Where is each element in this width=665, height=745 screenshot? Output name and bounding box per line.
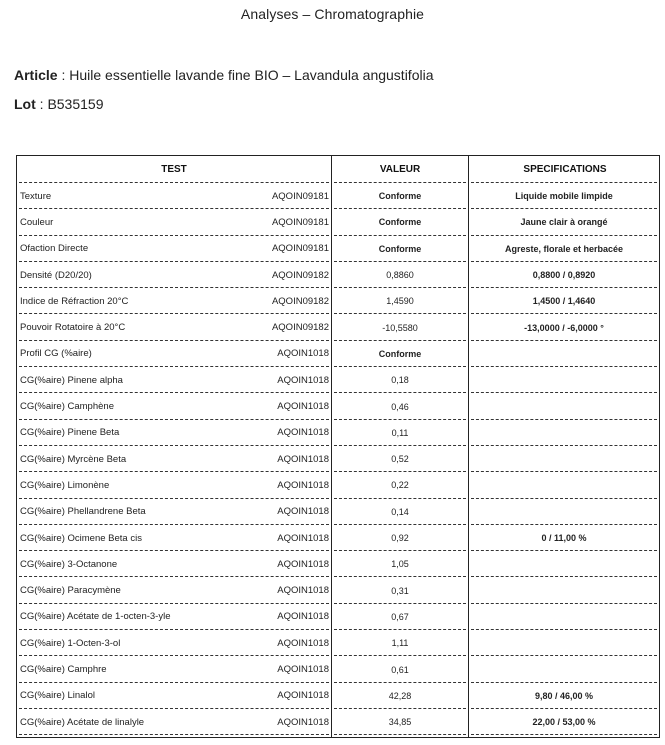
article-separator: : (57, 67, 70, 83)
test-name: CG(%aire) Linalol (20, 690, 95, 702)
row-divider (19, 734, 329, 735)
table-row (17, 499, 659, 525)
test-name: CG(%aire) Paracymène (20, 585, 121, 597)
table-row (17, 472, 659, 498)
test-value: Conforme (378, 243, 422, 254)
test-name: CG(%aire) Pinene Beta (20, 427, 120, 439)
test-code: AQOIN1018 (277, 401, 329, 413)
test-value: Conforme (378, 348, 422, 359)
results-table (16, 155, 660, 738)
test-value: 0,46 (391, 401, 409, 412)
table-row (17, 262, 659, 288)
table-row (17, 525, 659, 551)
test-specification: Liquide mobile limpide (515, 191, 613, 202)
test-specification: Jaune clair à orangé (520, 217, 608, 228)
test-code: AQOIN1018 (277, 585, 329, 597)
table-row (17, 393, 659, 419)
table-row (17, 367, 659, 393)
test-name: CG(%aire) Camphène (20, 401, 114, 413)
test-value: 0,11 (391, 427, 409, 438)
test-code: AQOIN1018 (277, 637, 329, 649)
test-specification (469, 393, 659, 419)
test-code: AQOIN09182 (271, 269, 329, 281)
test-specification (469, 604, 659, 630)
test-specification (469, 446, 659, 472)
table-row (17, 551, 659, 577)
test-code: AQOIN1018 (277, 453, 329, 465)
test-value: -10,5580 (382, 322, 418, 333)
test-specification: 9,80 / 46,00 % (534, 690, 594, 701)
test-code: AQOIN09182 (271, 295, 329, 307)
test-specification: 0,8800 / 0,8920 (532, 270, 596, 281)
test-value: 1,05 (391, 559, 409, 570)
test-specification (469, 551, 659, 577)
test-code: AQOIN1018 (277, 479, 329, 491)
test-specification: 1,4500 / 1,4640 (532, 296, 596, 307)
table-row (17, 578, 659, 604)
article-value: Huile essentielle lavande fine BIO – Lavandula angustifolia (69, 67, 434, 83)
test-specification (469, 420, 659, 446)
test-specification: 0 / 11,00 % (541, 533, 587, 544)
table-row (17, 288, 659, 314)
test-name: CG(%aire) 1-Octen-3-ol (20, 637, 121, 649)
test-name: Profil CG (%aire) (20, 348, 92, 360)
page-title: Analyses – Chromatographie (240, 6, 425, 22)
test-value: Conforme (378, 217, 422, 228)
test-code: AQOIN09181 (271, 243, 329, 255)
test-value: 0,52 (391, 454, 409, 465)
test-name: CG(%aire) Ocimene Beta cis (20, 532, 142, 544)
test-name: Texture (20, 190, 52, 202)
lot-line (14, 96, 104, 112)
test-code: AQOIN1018 (277, 427, 329, 439)
lot-label: Lot (14, 96, 36, 112)
test-value: 42,28 (388, 690, 412, 701)
test-name: Pouvoir Rotatoire à 20°C (20, 322, 126, 334)
table-row (17, 315, 659, 341)
table-row (17, 446, 659, 472)
test-value: 1,4590 (386, 296, 414, 307)
header-specifications: SPECIFICATIONS (523, 164, 607, 175)
row-divider (471, 734, 657, 735)
table-row (17, 630, 659, 656)
table-row (17, 341, 659, 367)
test-name: CG(%aire) Myrcène Beta (20, 453, 127, 465)
test-specification: -13,0000 / -6,0000 ° (524, 322, 604, 333)
table-row (17, 709, 659, 735)
test-code: AQOIN1018 (277, 690, 329, 702)
test-name: Couleur (20, 216, 54, 228)
test-name: Indice de Réfraction 20°C (20, 295, 129, 307)
test-specification (469, 578, 659, 604)
test-code: AQOIN1018 (277, 348, 329, 360)
test-value: 0,14 (391, 506, 409, 517)
test-value: 0,67 (391, 611, 409, 622)
table-row (17, 683, 659, 709)
table-row (17, 183, 659, 209)
test-code: AQOIN1018 (277, 664, 329, 676)
test-code: AQOIN09181 (271, 216, 329, 228)
test-name: Ofaction Directe (20, 243, 89, 255)
test-name: CG(%aire) Camphre (20, 664, 107, 676)
test-name: CG(%aire) Phellandrene Beta (20, 506, 146, 518)
row-divider (334, 734, 466, 735)
lot-separator: : (35, 96, 48, 112)
test-name: Densité (D20/20) (20, 269, 92, 281)
test-name: CG(%aire) Limonène (20, 479, 110, 491)
test-value: 0,18 (391, 375, 409, 386)
test-specification (469, 499, 659, 525)
test-code: AQOIN1018 (277, 374, 329, 386)
test-value: 0,92 (391, 533, 409, 544)
test-name: CG(%aire) Acétate de 1-octen-3-yle (20, 611, 171, 623)
test-name: CG(%aire) 3-Octanone (20, 558, 118, 570)
header-test: TEST (161, 164, 187, 175)
test-code: AQOIN1018 (277, 611, 329, 623)
test-value: 1,11 (391, 638, 409, 649)
test-specification (469, 472, 659, 498)
article-line (14, 67, 434, 83)
test-value: 0,8860 (386, 270, 414, 281)
test-specification (469, 367, 659, 393)
test-name: CG(%aire) Acétate de linalyle (20, 716, 145, 728)
test-value: 0,31 (391, 585, 409, 596)
table-row (17, 236, 659, 262)
test-code: AQOIN1018 (277, 716, 329, 728)
table-row (17, 656, 659, 682)
test-specification: Agreste, florale et herbacée (504, 243, 624, 254)
article-label: Article (14, 67, 58, 83)
test-code: AQOIN1018 (277, 558, 329, 570)
test-code: AQOIN09181 (271, 190, 329, 202)
test-value: 0,22 (391, 480, 409, 491)
test-code: AQOIN09182 (271, 322, 329, 334)
table-row (17, 604, 659, 630)
test-value: Conforme (378, 191, 422, 202)
header-valeur: VALEUR (379, 164, 421, 175)
lot-value: B535159 (47, 96, 104, 112)
table-row (17, 209, 659, 235)
test-specification (469, 341, 659, 367)
test-specification: 22,00 / 53,00 % (532, 717, 596, 728)
test-value: 34,85 (388, 717, 412, 728)
test-specification (469, 656, 659, 682)
test-name: CG(%aire) Pinene alpha (20, 374, 123, 386)
test-specification (469, 630, 659, 656)
test-code: AQOIN1018 (277, 532, 329, 544)
test-code: AQOIN1018 (277, 506, 329, 518)
table-row (17, 420, 659, 446)
test-value: 0,61 (391, 664, 409, 675)
